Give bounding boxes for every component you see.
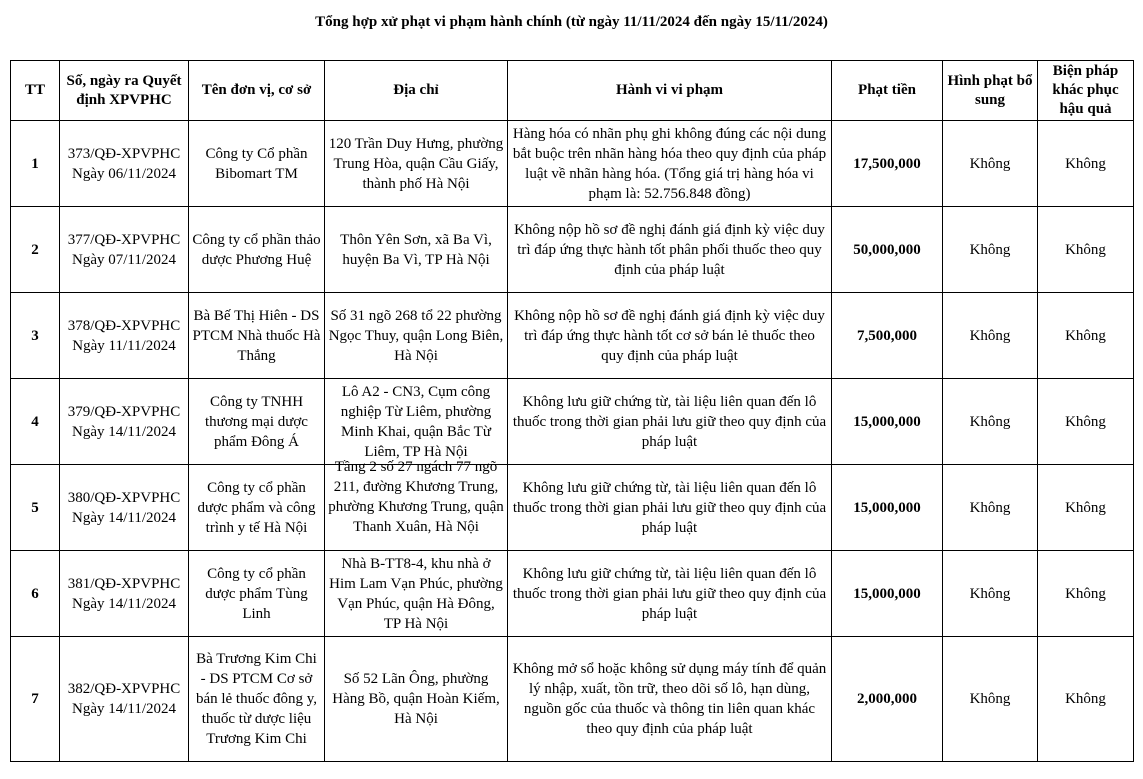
decision-number: 378/QĐ-XPVPHC — [67, 317, 181, 334]
row-violation: Không lưu giữ chứng từ, tài liệu liên quan đến lô thuốc trong thời gian phải lưu giữ theo quy định của pháp luật — [508, 379, 832, 465]
decision-number: 373/QĐ-XPVPHC — [67, 145, 181, 162]
row-violation: Không nộp hồ sơ đề nghị đánh giá định kỳ việc duy trì đáp ứng thực hành tốt cơ sở bán lẻ thuốc theo quy định của pháp luật — [508, 293, 832, 379]
row-address: Nhà B-TT8-4, khu nhà ở Him Lam Vạn Phúc, phường Vạn Phúc, quận Hà Đông, TP Hà Nội — [325, 551, 508, 637]
row-extra-penalty: Không — [943, 379, 1038, 465]
table-row — [11, 207, 1134, 293]
row-decision — [60, 121, 189, 207]
row-unit: Công ty TNHH thương mại dược phẩm Đông Á — [189, 379, 325, 465]
table-row — [11, 637, 1134, 762]
row-decision — [60, 637, 189, 762]
row-extra-penalty: Không — [943, 551, 1038, 637]
row-decision — [60, 379, 189, 465]
row-fine: 15,000,000 — [832, 379, 943, 465]
header-decision: Số, ngày ra Quyết định XPVPHC — [60, 61, 189, 121]
row-extra-penalty: Không — [943, 465, 1038, 551]
decision-date: Ngày 14/11/2024 — [71, 701, 177, 717]
table-header-row — [11, 61, 1134, 121]
row-decision — [60, 293, 189, 379]
row-remedy: Không — [1038, 551, 1134, 637]
row-remedy: Không — [1038, 207, 1134, 293]
header-fine: Phạt tiền — [832, 61, 943, 121]
row-remedy: Không — [1038, 379, 1134, 465]
header-remedy: Biện pháp khác phục hậu quả — [1038, 61, 1134, 121]
row-decision — [60, 551, 189, 637]
row-violation: Hàng hóa có nhãn phụ ghi không đúng các nội dung bắt buộc trên nhãn hàng hóa theo quy định của pháp luật về nhãn hàng hóa. (Tổng giá trị hàng hóa vi phạm là: 52.756.848 đồng) — [508, 121, 832, 207]
row-fine: 15,000,000 — [832, 551, 943, 637]
row-extra-penalty: Không — [943, 293, 1038, 379]
row-tt: 1 — [11, 121, 60, 207]
page-title: Tổng hợp xử phạt vi phạm hành chính (từ ngày 11/11/2024 đến ngày 15/11/2024) — [315, 14, 828, 30]
table-row — [11, 551, 1134, 637]
row-address: Số 31 ngõ 268 tổ 22 phường Ngọc Thuy, quận Long Biên, Hà Nội — [325, 293, 508, 379]
decision-number: 380/QĐ-XPVPHC — [67, 489, 181, 506]
table-row — [11, 293, 1134, 379]
row-decision — [60, 465, 189, 551]
row-remedy: Không — [1038, 121, 1134, 207]
row-decision — [60, 207, 189, 293]
row-address — [325, 459, 508, 551]
row-unit: Công ty cổ phần thảo dược Phương Huệ — [189, 207, 325, 293]
row-extra-penalty: Không — [943, 207, 1038, 293]
row-extra-penalty: Không — [943, 121, 1038, 207]
address-clip — [328, 457, 504, 542]
row-remedy: Không — [1038, 637, 1134, 762]
decision-number: 382/QĐ-XPVPHC — [67, 681, 181, 697]
header-address: Địa chỉ — [325, 61, 508, 121]
decision-number: 381/QĐ-XPVPHC — [67, 575, 181, 592]
header-unit: Tên đơn vị, cơ sở — [189, 61, 325, 121]
row-tt: 2 — [11, 207, 60, 293]
row-violation: Không mở sổ hoặc không sử dụng máy tính để quản lý nhập, xuất, tồn trữ, theo dõi số lô, hạn dùng, nguồn gốc của thuốc và thông tin liên quan khác theo quy định của pháp luật — [508, 637, 832, 762]
row-tt: 7 — [11, 637, 60, 762]
violations-table — [10, 60, 1134, 762]
decision-number: 379/QĐ-XPVPHC — [67, 403, 181, 420]
row-fine: 2,000,000 — [832, 637, 943, 762]
row-tt: 3 — [11, 293, 60, 379]
row-remedy: Không — [1038, 465, 1134, 551]
row-unit: Công ty Cổ phần Bibomart TM — [189, 121, 325, 207]
row-remedy: Không — [1038, 293, 1134, 379]
row-violation: Không lưu giữ chứng từ, tài liệu liên quan đến lô thuốc trong thời gian phải lưu giữ theo quy định của pháp luật — [508, 551, 832, 637]
row-unit: Bà Bế Thị Hiên - DS PTCM Nhà thuốc Hà Thắng — [189, 293, 325, 379]
decision-date: Ngày 14/11/2024 — [71, 595, 177, 612]
row-tt: 6 — [11, 551, 60, 637]
header-extra-penalty: Hình phạt bổ sung — [943, 61, 1038, 121]
row-unit: Công ty cổ phần dược phẩm và công trình y tế Hà Nội — [189, 465, 325, 551]
row-fine: 15,000,000 — [832, 465, 943, 551]
row-tt: 5 — [11, 465, 60, 551]
row-violation: Không nộp hồ sơ đề nghị đánh giá định kỳ việc duy trì đáp ứng thực hành tốt phân phối thuốc theo quy định của pháp luật — [508, 207, 832, 293]
address-text: Tầng 2 số 27 ngách 77 ngõ 211, đường Khương Trung, phường Khương Trung, quận Thanh Xuân, Hà Nội — [328, 459, 504, 535]
decision-date: Ngày 14/11/2024 — [71, 423, 177, 440]
decision-date: Ngày 07/11/2024 — [71, 251, 177, 268]
decision-number: 377/QĐ-XPVPHC — [67, 231, 181, 248]
table-row — [11, 121, 1134, 207]
row-address: Thôn Yên Sơn, xã Ba Vì, huyện Ba Vì, TP Hà Nội — [325, 207, 508, 293]
header-tt: TT — [11, 61, 60, 121]
decision-date: Ngày 14/11/2024 — [71, 509, 177, 526]
row-fine: 7,500,000 — [832, 293, 943, 379]
row-address: Số 52 Lãn Ông, phường Hàng Bồ, quận Hoàn Kiếm, Hà Nội — [325, 637, 508, 762]
row-violation: Không lưu giữ chứng từ, tài liệu liên quan đến lô thuốc trong thời gian phải lưu giữ theo quy định của pháp luật — [508, 465, 832, 551]
decision-date: Ngày 11/11/2024 — [72, 337, 176, 354]
row-unit: Công ty cổ phần dược phẩm Tùng Linh — [189, 551, 325, 637]
row-fine: 50,000,000 — [832, 207, 943, 293]
row-tt: 4 — [11, 379, 60, 465]
decision-date: Ngày 06/11/2024 — [71, 165, 177, 182]
table-row — [11, 465, 1134, 551]
row-unit: Bà Trương Kim Chi - DS PTCM Cơ sở bán lẻ thuốc đông y, thuốc từ dược liệu Trương Kim Chi — [189, 637, 325, 762]
row-address: Lô A2 - CN3, Cụm công nghiệp Từ Liêm, phường Minh Khai, quận Bắc Từ Liêm, TP Hà Nội — [325, 379, 508, 465]
row-fine: 17,500,000 — [832, 121, 943, 207]
header-violation: Hành vi vi phạm — [508, 61, 832, 121]
table-row — [11, 379, 1134, 465]
row-address: 120 Trần Duy Hưng, phường Trung Hòa, quận Cầu Giấy, thành phố Hà Nội — [325, 121, 508, 207]
row-extra-penalty: Không — [943, 637, 1038, 762]
